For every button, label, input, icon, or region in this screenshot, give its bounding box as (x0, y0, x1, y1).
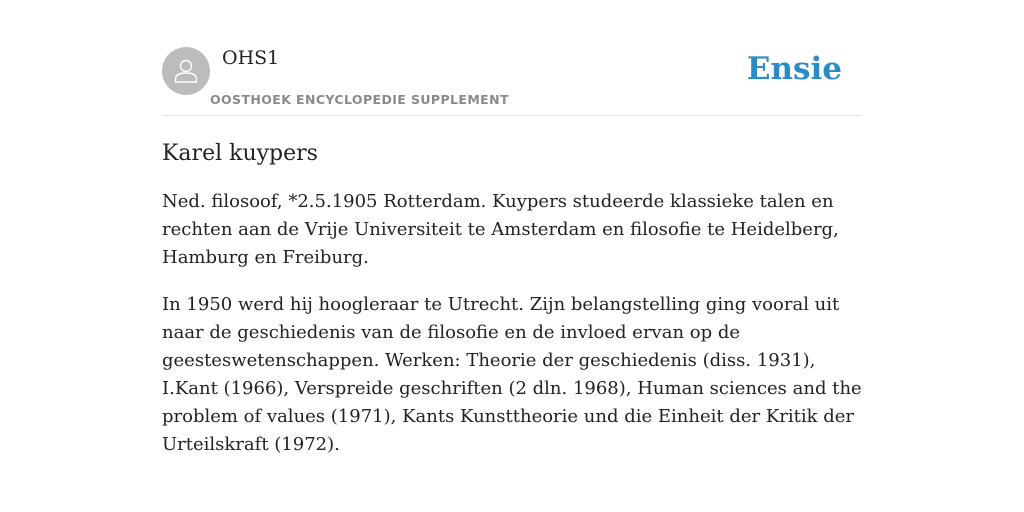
article-paragraph: Ned. filosoof, *2.5.1905 Rotterdam. Kuypers studeerde klassieke talen en rechten aan de Vrije Universiteit te Amsterdam en filosofie te Heidelberg, Hamburg en Freiburg. (162, 191, 839, 268)
avatar[interactable] (162, 47, 210, 95)
brand-logo[interactable]: Ensie (746, 51, 842, 87)
header (162, 0, 862, 116)
user-icon (171, 56, 201, 86)
article-paragraph: In 1950 werd hij hoogleraar te Utrecht. Zijn belangstelling ging vooral uit naar de geschiedenis van de filosofie en de invloed ervan op de geesteswetenschappen. Werken: Theorie der geschiedenis (diss. 1931), I.Kant (1966), Verspreide geschriften (2 dln. 1968), Human sciences and the problem of values (1971), Kants Kunsttheorie und die Einheit der Kritik der Urteilskraft (1972). (162, 294, 862, 455)
author-name[interactable]: OHS1 (222, 47, 280, 69)
source-label[interactable]: OOSTHOEK ENCYCLOPEDIE SUPPLEMENT (210, 92, 509, 107)
article (162, 138, 862, 478)
article-title: Karel kuypers (162, 141, 318, 166)
